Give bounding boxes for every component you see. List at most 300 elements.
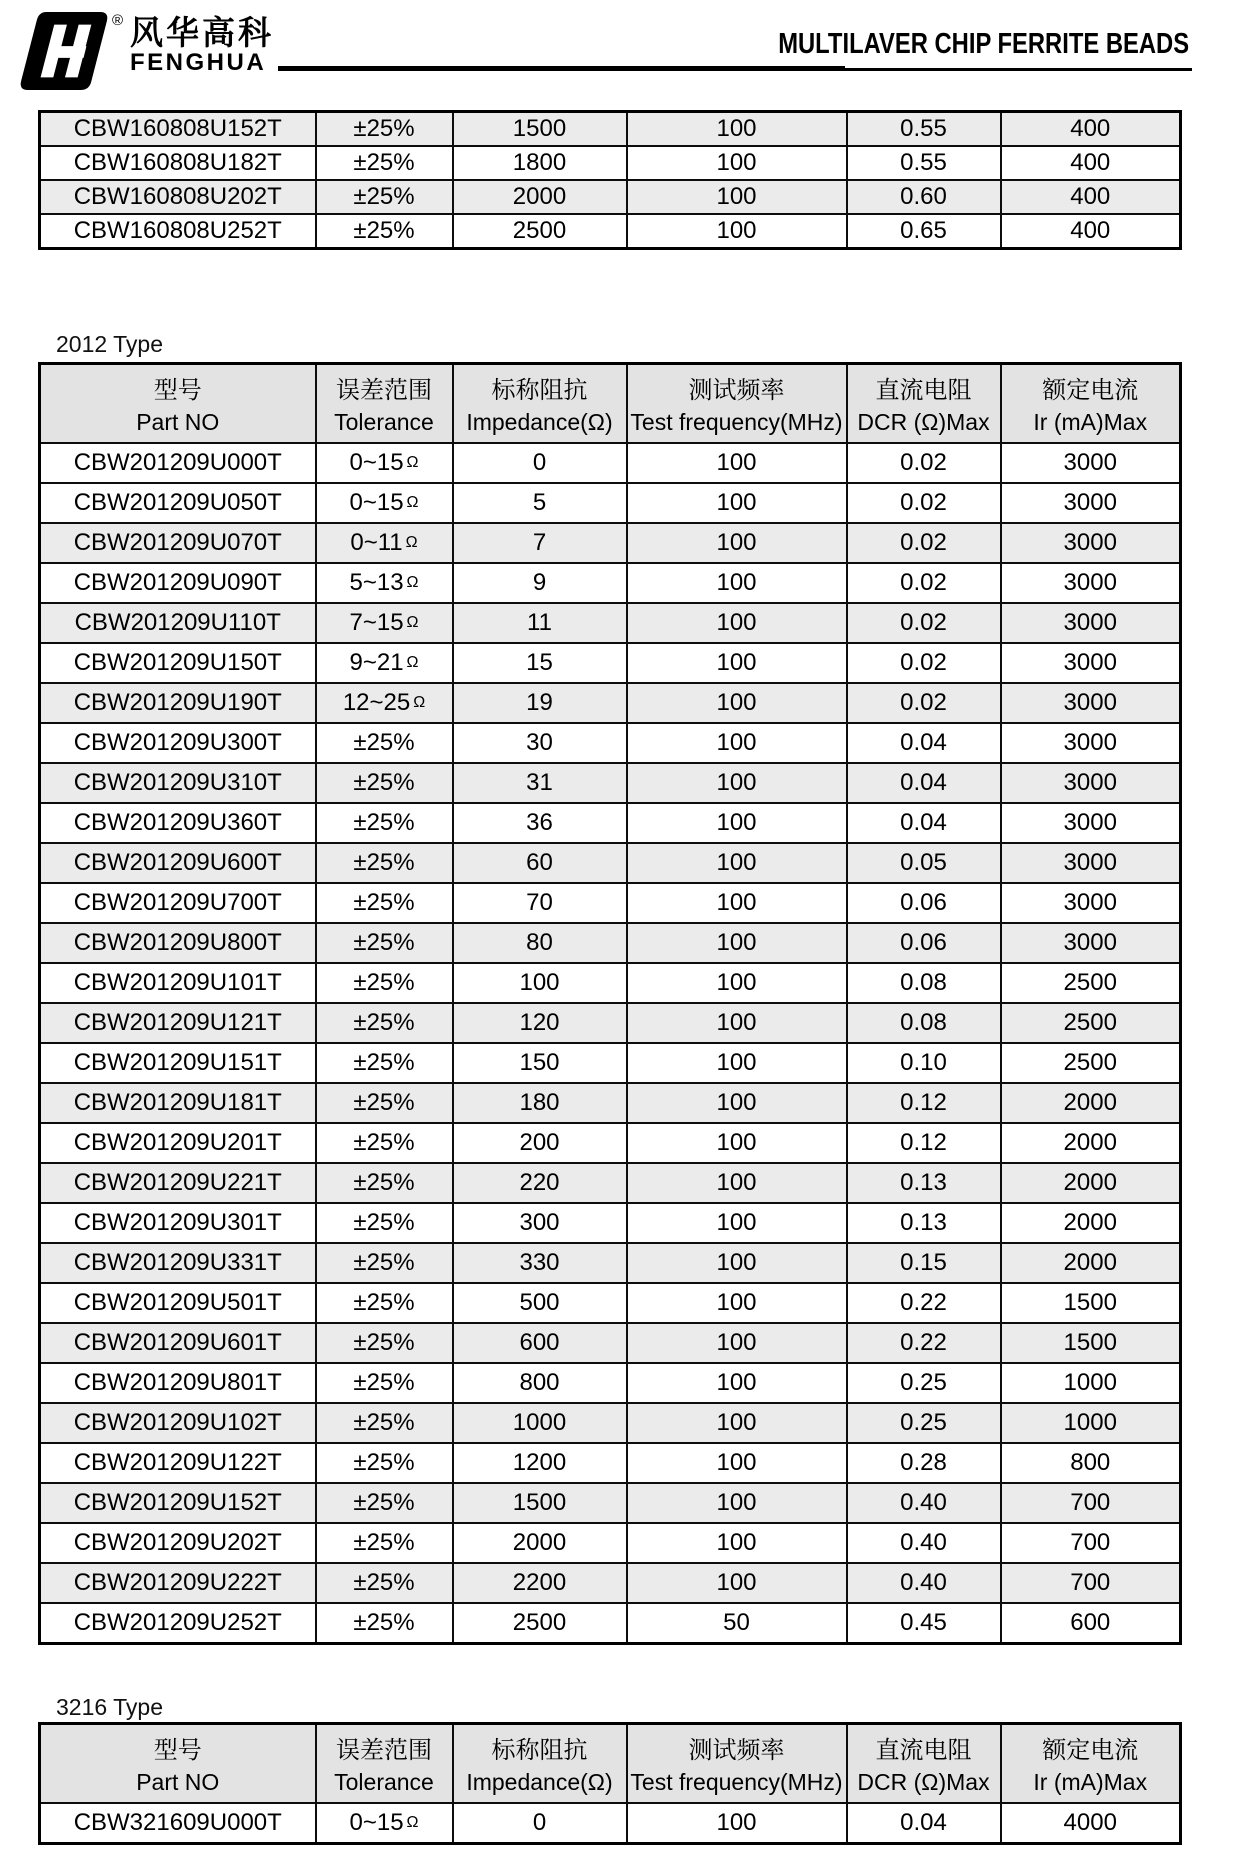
cell-part: CBW201209U110T (40, 603, 316, 643)
cell-imp: 80 (453, 923, 627, 963)
omega-unit: Ω (406, 494, 419, 511)
column-header (40, 364, 316, 444)
section-label-2012-type: 2012 Type (56, 331, 164, 357)
continuation-table (38, 110, 1182, 250)
cell-ir: 3000 (1001, 483, 1181, 523)
cell-freq: 100 (627, 1803, 847, 1844)
cell-tol (316, 603, 453, 643)
table-row (40, 963, 1181, 1003)
table-row (40, 112, 1181, 147)
cell-tol (316, 443, 453, 483)
column-header (1001, 364, 1181, 444)
cell-freq: 100 (627, 1403, 847, 1443)
cell-imp: 2500 (453, 1603, 627, 1644)
cell-tol (316, 1803, 453, 1844)
table-row (40, 1003, 1181, 1043)
cell-ir: 3000 (1001, 443, 1181, 483)
table-row (40, 803, 1181, 843)
column-header (1001, 1724, 1181, 1804)
cell-dcr: 0.02 (847, 603, 1001, 643)
cell-imp: 9 (453, 563, 627, 603)
column-header-en: Impedance(Ω) (466, 1768, 613, 1795)
cell-dcr: 0.40 (847, 1523, 1001, 1563)
cell-dcr: 0.10 (847, 1043, 1001, 1083)
tolerance-range: 0~15 (349, 489, 404, 516)
cell-dcr: 0.15 (847, 1243, 1001, 1283)
column-header-en: Ir (mA)Max (1033, 408, 1148, 435)
table-row (40, 603, 1181, 643)
cell-dcr: 0.04 (847, 1803, 1001, 1844)
cell-freq: 100 (627, 443, 847, 483)
omega-unit: Ω (405, 534, 418, 551)
column-header-en: Part NO (136, 1768, 220, 1795)
column-header (453, 364, 627, 444)
cell-imp: 0 (453, 443, 627, 483)
cell-freq: 100 (627, 1083, 847, 1123)
cell-tol: ±25% (316, 1203, 453, 1243)
table-row (40, 1563, 1181, 1603)
column-header-cn: 标称阻抗 (491, 376, 588, 404)
cell-ir: 400 (1001, 180, 1181, 214)
cell-tol: ±25% (316, 1283, 453, 1323)
page-title: MULTILAVER CHIP FERRITE BEADS (778, 28, 1189, 60)
cell-imp: 330 (453, 1243, 627, 1283)
cell-tol: ±25% (316, 723, 453, 763)
column-header (453, 1724, 627, 1804)
cell-part: CBW201209U301T (40, 1203, 316, 1243)
cell-ir: 3000 (1001, 883, 1181, 923)
cell-tol: ±25% (316, 763, 453, 803)
cell-ir: 2000 (1001, 1163, 1181, 1203)
cell-dcr: 0.04 (847, 723, 1001, 763)
table-2012-type (38, 362, 1182, 1645)
table-row (40, 1363, 1181, 1403)
cell-dcr: 0.22 (847, 1323, 1001, 1363)
cell-part: CBW201209U202T (40, 1523, 316, 1563)
table-row (40, 1283, 1181, 1323)
table-row (40, 643, 1181, 683)
table-row (40, 763, 1181, 803)
column-header-cn: 直流电阻 (875, 1736, 972, 1764)
column-header-cn: 标称阻抗 (491, 1736, 588, 1764)
cell-freq: 100 (627, 563, 847, 603)
tolerance-range: 0~15 (349, 1809, 404, 1836)
cell-dcr: 0.05 (847, 843, 1001, 883)
cell-freq: 100 (627, 1323, 847, 1363)
cell-dcr: 0.40 (847, 1563, 1001, 1603)
cell-imp: 19 (453, 683, 627, 723)
cell-part: CBW201209U070T (40, 523, 316, 563)
cell-imp: 800 (453, 1363, 627, 1403)
cell-ir: 1000 (1001, 1363, 1181, 1403)
cell-ir: 3000 (1001, 843, 1181, 883)
cell-part: CBW201209U201T (40, 1123, 316, 1163)
table-row (40, 443, 1181, 483)
cell-part: CBW201209U101T (40, 963, 316, 1003)
cell-imp: 200 (453, 1123, 627, 1163)
column-header-en: Tolerance (334, 1768, 434, 1795)
cell-dcr: 0.28 (847, 1443, 1001, 1483)
cell-dcr: 0.04 (847, 803, 1001, 843)
cell-tol: ±25% (316, 112, 453, 147)
cell-tol (316, 643, 453, 683)
cell-part: CBW201209U181T (40, 1083, 316, 1123)
column-header-en: Tolerance (334, 408, 434, 435)
column-header-en: Test frequency(MHz) (630, 408, 843, 435)
cell-imp: 150 (453, 1043, 627, 1083)
cell-ir: 1500 (1001, 1283, 1181, 1323)
cell-imp: 31 (453, 763, 627, 803)
registered-trademark-icon: ® (112, 12, 124, 29)
cell-freq: 100 (627, 883, 847, 923)
cell-tol (316, 683, 453, 723)
cell-imp: 180 (453, 1083, 627, 1123)
cell-dcr: 0.60 (847, 180, 1001, 214)
cell-freq: 100 (627, 723, 847, 763)
cell-imp: 2200 (453, 1563, 627, 1603)
cell-tol: ±25% (316, 1243, 453, 1283)
cell-imp: 120 (453, 1003, 627, 1043)
cell-freq: 100 (627, 843, 847, 883)
cell-freq: 100 (627, 483, 847, 523)
cell-dcr: 0.13 (847, 1163, 1001, 1203)
cell-imp: 100 (453, 963, 627, 1003)
cell-part: CBW201209U700T (40, 883, 316, 923)
cell-ir: 2500 (1001, 1043, 1181, 1083)
cell-part: CBW321609U000T (40, 1803, 316, 1844)
omega-unit: Ω (413, 694, 426, 711)
cell-ir: 400 (1001, 112, 1181, 147)
cell-part: CBW201209U331T (40, 1243, 316, 1283)
cell-freq: 100 (627, 1523, 847, 1563)
table-row (40, 843, 1181, 883)
cell-freq: 100 (627, 763, 847, 803)
column-header-cn: 型号 (153, 1736, 202, 1764)
table-row (40, 1483, 1181, 1523)
cell-dcr: 0.55 (847, 112, 1001, 147)
column-header (316, 1724, 453, 1804)
cell-dcr: 0.04 (847, 763, 1001, 803)
cell-ir: 3000 (1001, 523, 1181, 563)
column-header (627, 364, 847, 444)
cell-part: CBW201209U221T (40, 1163, 316, 1203)
table-row (40, 214, 1181, 249)
cell-tol: ±25% (316, 883, 453, 923)
cell-freq: 100 (627, 1283, 847, 1323)
brand-name-chinese: 风华高科 (130, 14, 274, 51)
cell-dcr: 0.02 (847, 443, 1001, 483)
cell-tol: ±25% (316, 1123, 453, 1163)
column-header-cn: 额定电流 (1042, 1736, 1139, 1764)
cell-freq: 100 (627, 1243, 847, 1283)
table-row (40, 923, 1181, 963)
cell-tol: ±25% (316, 1163, 453, 1203)
table-row (40, 1243, 1181, 1283)
cell-imp: 1000 (453, 1403, 627, 1443)
cell-part: CBW201209U310T (40, 763, 316, 803)
tolerance-range: 12~25 (342, 689, 411, 716)
cell-part: CBW201209U252T (40, 1603, 316, 1644)
table-row (40, 1523, 1181, 1563)
table-row (40, 146, 1181, 180)
column-header-cn: 误差范围 (336, 376, 432, 404)
cell-dcr: 0.06 (847, 923, 1001, 963)
table-row (40, 483, 1181, 523)
cell-tol: ±25% (316, 1523, 453, 1563)
cell-ir: 1000 (1001, 1403, 1181, 1443)
cell-part: CBW201209U801T (40, 1363, 316, 1403)
table-row (40, 883, 1181, 923)
cell-imp: 300 (453, 1203, 627, 1243)
cell-ir: 3000 (1001, 763, 1181, 803)
cell-imp: 11 (453, 603, 627, 643)
cell-imp: 1800 (453, 146, 627, 180)
cell-part: CBW201209U122T (40, 1443, 316, 1483)
cell-part: CBW160808U252T (40, 214, 316, 249)
cell-dcr: 0.22 (847, 1283, 1001, 1323)
cell-freq: 100 (627, 683, 847, 723)
tolerance-range: 9~21 (349, 649, 404, 676)
cell-part: CBW201209U050T (40, 483, 316, 523)
cell-tol: ±25% (316, 1043, 453, 1083)
tolerance-range: 0~11 (350, 529, 403, 556)
cell-tol: ±25% (316, 963, 453, 1003)
table-row (40, 1803, 1181, 1844)
cell-dcr: 0.02 (847, 643, 1001, 683)
cell-ir: 2000 (1001, 1123, 1181, 1163)
cell-tol: ±25% (316, 1003, 453, 1043)
cell-part: CBW201209U300T (40, 723, 316, 763)
cell-part: CBW201209U601T (40, 1323, 316, 1363)
cell-freq: 100 (627, 963, 847, 1003)
cell-part: CBW201209U360T (40, 803, 316, 843)
cell-freq: 100 (627, 112, 847, 147)
cell-freq: 50 (627, 1603, 847, 1644)
cell-dcr: 0.25 (847, 1363, 1001, 1403)
cell-tol: ±25% (316, 1363, 453, 1403)
cell-part: CBW160808U182T (40, 146, 316, 180)
cell-ir: 3000 (1001, 603, 1181, 643)
cell-ir: 3000 (1001, 643, 1181, 683)
table-row (40, 1083, 1181, 1123)
cell-imp: 0 (453, 1803, 627, 1844)
cell-tol (316, 563, 453, 603)
cell-part: CBW201209U150T (40, 643, 316, 683)
cell-tol: ±25% (316, 214, 453, 249)
cell-dcr: 0.08 (847, 1003, 1001, 1043)
cell-ir: 3000 (1001, 563, 1181, 603)
header-rule-thick (278, 66, 845, 71)
cell-dcr: 0.55 (847, 146, 1001, 180)
omega-unit: Ω (406, 574, 419, 591)
cell-dcr: 0.40 (847, 1483, 1001, 1523)
cell-tol: ±25% (316, 180, 453, 214)
cell-ir: 4000 (1001, 1803, 1181, 1844)
column-header-en: DCR (Ω)Max (857, 1768, 990, 1795)
cell-imp: 7 (453, 523, 627, 563)
cell-imp: 2000 (453, 1523, 627, 1563)
cell-dcr: 0.06 (847, 883, 1001, 923)
cell-tol: ±25% (316, 146, 453, 180)
cell-imp: 5 (453, 483, 627, 523)
cell-part: CBW160808U202T (40, 180, 316, 214)
cell-freq: 100 (627, 923, 847, 963)
cell-tol: ±25% (316, 1083, 453, 1123)
cell-dcr: 0.02 (847, 563, 1001, 603)
cell-part: CBW201209U090T (40, 563, 316, 603)
cell-dcr: 0.65 (847, 214, 1001, 249)
table-row (40, 1323, 1181, 1363)
cell-freq: 100 (627, 1043, 847, 1083)
cell-freq: 100 (627, 146, 847, 180)
cell-ir: 700 (1001, 1563, 1181, 1603)
table-header-row (40, 364, 1181, 444)
cell-tol: ±25% (316, 923, 453, 963)
cell-tol (316, 523, 453, 563)
column-header (847, 1724, 1001, 1804)
column-header-en: Ir (mA)Max (1033, 1768, 1148, 1795)
cell-imp: 2500 (453, 214, 627, 249)
cell-freq: 100 (627, 1203, 847, 1243)
cell-part: CBW201209U152T (40, 1483, 316, 1523)
cell-tol: ±25% (316, 1323, 453, 1363)
fenghua-logo-mark (16, 10, 112, 92)
cell-ir: 400 (1001, 214, 1181, 249)
cell-ir: 600 (1001, 1603, 1181, 1644)
cell-part: CBW201209U121T (40, 1003, 316, 1043)
column-header-en: Impedance(Ω) (466, 408, 613, 435)
table-row (40, 1123, 1181, 1163)
cell-freq: 100 (627, 803, 847, 843)
tolerance-range: 5~13 (349, 569, 404, 596)
omega-unit: Ω (406, 1814, 419, 1831)
cell-ir: 1500 (1001, 1323, 1181, 1363)
cell-imp: 1500 (453, 112, 627, 147)
omega-unit: Ω (406, 614, 419, 631)
table-row (40, 1043, 1181, 1083)
cell-tol: ±25% (316, 1563, 453, 1603)
brand-name-english: FENGHUA (130, 49, 267, 76)
cell-tol: ±25% (316, 843, 453, 883)
cell-ir: 3000 (1001, 923, 1181, 963)
cell-tol: ±25% (316, 1403, 453, 1443)
cell-ir: 700 (1001, 1523, 1181, 1563)
cell-dcr: 0.02 (847, 483, 1001, 523)
table-row (40, 563, 1181, 603)
section-label-3216-type: 3216 Type (56, 1694, 164, 1720)
cell-freq: 100 (627, 1163, 847, 1203)
table-row (40, 1163, 1181, 1203)
cell-freq: 100 (627, 523, 847, 563)
omega-unit: Ω (406, 454, 419, 471)
cell-ir: 2500 (1001, 963, 1181, 1003)
cell-imp: 15 (453, 643, 627, 683)
cell-dcr: 0.08 (847, 963, 1001, 1003)
cell-dcr: 0.02 (847, 523, 1001, 563)
column-header (847, 364, 1001, 444)
column-header-cn: 误差范围 (336, 1736, 432, 1764)
cell-dcr: 0.45 (847, 1603, 1001, 1644)
column-header-en: DCR (Ω)Max (857, 408, 990, 435)
cell-tol: ±25% (316, 1483, 453, 1523)
table-3216-type (38, 1722, 1182, 1845)
cell-part: CBW201209U190T (40, 683, 316, 723)
cell-part: CBW160808U152T (40, 112, 316, 147)
column-header (316, 364, 453, 444)
cell-imp: 1500 (453, 1483, 627, 1523)
cell-freq: 100 (627, 643, 847, 683)
cell-part: CBW201209U102T (40, 1403, 316, 1443)
cell-part: CBW201209U501T (40, 1283, 316, 1323)
column-header-cn: 额定电流 (1042, 376, 1139, 404)
cell-part: CBW201209U222T (40, 1563, 316, 1603)
cell-tol: ±25% (316, 1443, 453, 1483)
omega-unit: Ω (406, 654, 419, 671)
cell-part: CBW201209U800T (40, 923, 316, 963)
cell-imp: 60 (453, 843, 627, 883)
column-header-en: Test frequency(MHz) (630, 1768, 843, 1795)
cell-dcr: 0.12 (847, 1083, 1001, 1123)
table-row (40, 1203, 1181, 1243)
cell-imp: 1200 (453, 1443, 627, 1483)
cell-freq: 100 (627, 603, 847, 643)
cell-imp: 500 (453, 1283, 627, 1323)
cell-freq: 100 (627, 1443, 847, 1483)
column-header (627, 1724, 847, 1804)
cell-tol: ±25% (316, 803, 453, 843)
cell-ir: 700 (1001, 1483, 1181, 1523)
cell-ir: 3000 (1001, 683, 1181, 723)
cell-ir: 3000 (1001, 723, 1181, 763)
cell-tol: ±25% (316, 1603, 453, 1644)
table-header-row (40, 1724, 1181, 1804)
cell-freq: 100 (627, 1363, 847, 1403)
table-row (40, 1443, 1181, 1483)
cell-ir: 2000 (1001, 1243, 1181, 1283)
table-row (40, 180, 1181, 214)
cell-imp: 70 (453, 883, 627, 923)
cell-imp: 36 (453, 803, 627, 843)
table-row (40, 683, 1181, 723)
header-rule-thin (845, 68, 1192, 71)
cell-imp: 30 (453, 723, 627, 763)
cell-ir: 800 (1001, 1443, 1181, 1483)
cell-freq: 100 (627, 1483, 847, 1523)
cell-freq: 100 (627, 1123, 847, 1163)
table-row (40, 523, 1181, 563)
column-header-en: Part NO (136, 408, 220, 435)
cell-imp: 600 (453, 1323, 627, 1363)
cell-tol (316, 483, 453, 523)
cell-freq: 100 (627, 1563, 847, 1603)
cell-dcr: 0.12 (847, 1123, 1001, 1163)
cell-dcr: 0.13 (847, 1203, 1001, 1243)
column-header-cn: 直流电阻 (875, 376, 972, 404)
cell-ir: 2000 (1001, 1083, 1181, 1123)
column-header-cn: 测试频率 (688, 376, 785, 404)
cell-ir: 400 (1001, 146, 1181, 180)
cell-dcr: 0.02 (847, 683, 1001, 723)
cell-freq: 100 (627, 180, 847, 214)
column-header (40, 1724, 316, 1804)
cell-ir: 3000 (1001, 803, 1181, 843)
cell-ir: 2500 (1001, 1003, 1181, 1043)
cell-imp: 2000 (453, 180, 627, 214)
cell-dcr: 0.25 (847, 1403, 1001, 1443)
cell-freq: 100 (627, 1003, 847, 1043)
cell-imp: 220 (453, 1163, 627, 1203)
table-row (40, 1403, 1181, 1443)
